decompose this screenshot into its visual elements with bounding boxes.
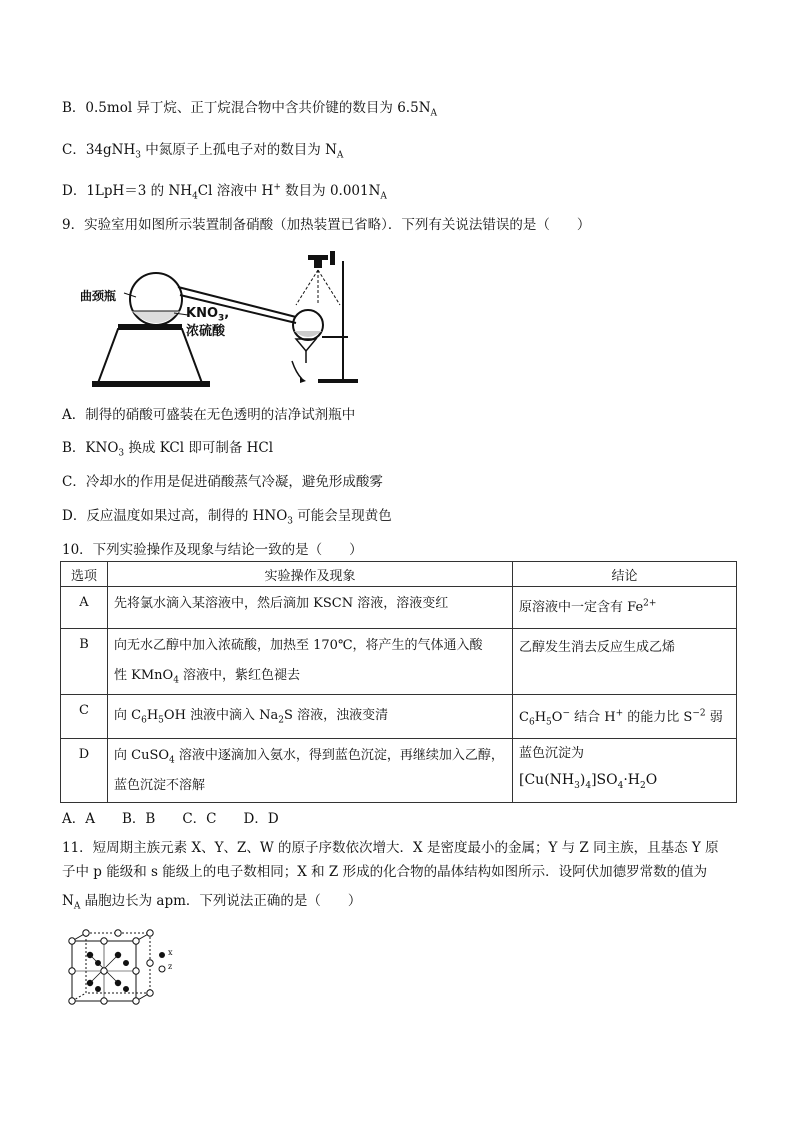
legend-z-label: z	[168, 962, 173, 971]
q9-option-d: D．反应温度如果过高，制得的 $HNO_3$ 可能会呈现黄色	[62, 508, 392, 527]
row-operation: 向无水乙醇中加入浓硫酸，加热至 170℃，将产生的气体通入酸 性 KMnO$_4$ 溶液中，紫红色褪去	[108, 629, 513, 695]
q8-option-d: D．1LpH＝3 的 $NH_4Cl$ 溶液中 H+ 数目为 $0.001N_A$	[62, 182, 387, 202]
table-row	[61, 629, 737, 695]
row-option: C	[61, 695, 108, 739]
row-operation: 向 CuSO$_4$ 溶液中逐滴加入氨水，得到蓝色沉淀，再继续加入乙醇， 蓝色沉淀不溶解	[108, 739, 513, 803]
table-row	[61, 587, 737, 629]
legend-x-marker	[159, 952, 165, 958]
q9-stem: 9．实验室用如图所示装置制备硝酸（加热装置已省略）．下列有关说法错误的是（ ）	[62, 217, 591, 233]
q11-stem-line3: $N_A$ 晶胞边长为 apm．下列说法正确的是（ ）	[62, 893, 362, 912]
q9-option-c: C．冷却水的作用是促进硝酸蒸气冷凝，避免形成酸雾	[62, 474, 383, 490]
q9-option-a: A．制得的硝酸可盛装在无色透明的洁净试剂瓶中	[62, 407, 356, 423]
q8-option-b: B．0.5mol 异丁烷、正丁烷混合物中含共价键的数目为 $6.5N_A$	[62, 100, 438, 119]
row-operation: 先将氯水滴入某溶液中，然后滴加 KSCN 溶液，溶液变红	[108, 587, 513, 629]
q8-option-c: C．34gNH$_3$ 中氮原子上孤电子对的数目为 $N_A$	[62, 142, 344, 161]
table-header-row	[61, 562, 737, 587]
legend-x-label: x	[168, 948, 173, 957]
q11-stem-line2: 子中 p 能级和 s 能级上的电子数相同；X 和 Z 形成的化合物的晶体结构如图所示．设阿伏加德罗常数的值为	[62, 864, 708, 880]
row-operation: 向 $C_6H_5OH$ 浊液中滴入 $Na_2S$ 溶液，浊液变清	[108, 695, 513, 739]
crystal-cell-figure	[62, 927, 192, 1007]
label-retort: 曲颈瓶	[80, 289, 117, 303]
header-operation: 实验操作及现象	[108, 562, 513, 587]
row-conclusion: 蓝色沉淀为 $[Cu(NH_3)_4]SO_4\cdot H_2O$	[513, 739, 737, 803]
table-row	[61, 739, 737, 803]
row-option: D	[61, 739, 108, 803]
experiment-table	[60, 561, 737, 803]
q10-choices: A．A B．B C．C D．D	[62, 811, 279, 827]
q10-stem: 10．下列实验操作及现象与结论一致的是（ ）	[62, 542, 363, 558]
label-conc-sulfuric-acid: 浓硫酸	[186, 324, 226, 339]
q11-stem-line1: 11．短周期主族元素 X、Y、Z、W 的原子序数依次增大．X 是密度最小的金属；Y 与 Z 同主族，且基态 Y 原	[62, 840, 719, 856]
row-option: A	[61, 587, 108, 629]
row-option: B	[61, 629, 108, 695]
q9-option-b: B．$KNO_3$ 换成 KCl 即可制备 HCl	[62, 440, 274, 459]
label-kno3: $KNO_3$,	[186, 306, 230, 324]
row-conclusion: 原溶液中一定含有 $Fe^{2+}$	[513, 587, 737, 629]
row-conclusion: $C_6H_5O^-$ 结合 H+ 的能力比 $S^{-2}$ 弱	[513, 695, 737, 739]
table-row	[61, 695, 737, 739]
header-option: 选项	[61, 562, 108, 587]
row-conclusion: 乙醇发生消去反应生成乙烯	[513, 629, 737, 695]
header-conclusion: 结论	[513, 562, 737, 587]
legend-z-marker	[159, 966, 165, 972]
